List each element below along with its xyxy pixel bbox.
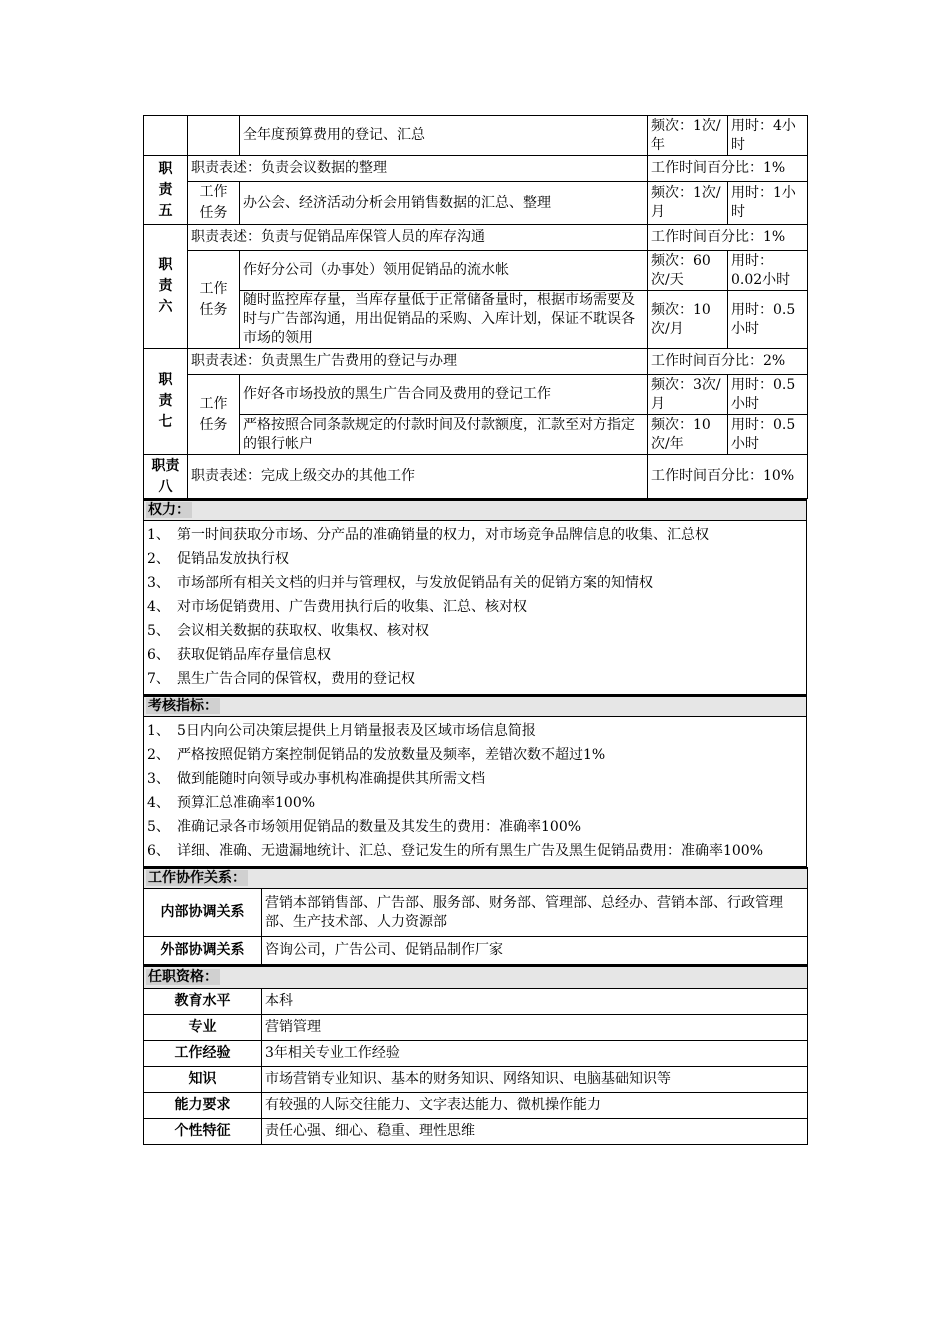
list-item-text: 详细、准确、无遗漏地统计、汇总、登记发生的所有黑生广告及黑生促销品费用：准确率100% [177,843,764,859]
list-item [147,523,803,547]
list-item-number: 6、 [147,647,170,663]
qualification-label: 个性特征 [144,1118,262,1144]
list-item-text: 黑生广告合同的保管权，费用的登记权 [177,671,415,687]
task-text: 严格按照合同条款规定的付款时间及付款额度，汇款至对方指定的银行帐户 [240,415,648,455]
list-item-text: 获取促销品库存量信息权 [177,647,331,663]
qualification-value: 本科 [262,988,808,1014]
qualification-row [144,1092,808,1118]
duty-6-label: 职责六 [144,225,188,349]
list-item-text: 第一时间获取分市场、分产品的准确销量的权力，对市场竞争品牌信息的收集、汇总权 [177,527,709,543]
list-item [147,815,803,839]
duty-5-label: 职责五 [144,156,188,225]
list-item-text: 会议相关数据的获取权、收集权、核对权 [177,623,429,639]
qualifications-section [143,965,808,1145]
list-item [147,547,803,571]
task-label: 工作任务 [188,375,240,455]
duty-5-task-row [144,182,808,225]
duty-5-statement-row [144,156,808,182]
list-item-number: 3、 [147,771,170,787]
task-text: 作好分公司（办事处）领用促销品的流水帐 [240,251,648,291]
task-frequency: 频次：60次/天 [648,251,728,291]
qualification-label: 能力要求 [144,1092,262,1118]
duty-5-statement: 职责表述：负责会议数据的整理 [188,156,648,182]
qualification-label: 工作经验 [144,1040,262,1066]
qualifications-title: 任职资格： [144,966,808,988]
duty-8-percent: 工作时间百分比：10% [648,455,808,499]
external-coordination-value: 咨询公司，广告公司、促销品制作厂家 [262,937,808,965]
list-item [147,571,803,595]
list-item-number: 7、 [147,671,170,687]
task-time: 用时：0.5小时 [728,291,808,349]
duty-7-statement-row [144,349,808,375]
powers-list [144,521,807,695]
list-item [147,595,803,619]
list-item-text: 做到能随时向领导或办事机构准确提供其所需文档 [177,771,485,787]
duty-7-percent: 工作时间百分比：2% [648,349,808,375]
duty-row-top [144,116,808,156]
list-item [147,767,803,791]
list-item-number: 6、 [147,843,170,859]
external-coordination-label: 外部协调关系 [144,937,262,965]
task-frequency: 频次：1次/月 [648,182,728,225]
qualification-value: 有较强的人际交往能力、文字表达能力、微机操作能力 [262,1092,808,1118]
qualification-row [144,1040,808,1066]
duty-5-percent: 工作时间百分比：1% [648,156,808,182]
list-item [147,719,803,743]
list-item-text: 市场部所有相关文档的归并与管理权，与发放促销品有关的促销方案的知情权 [177,575,653,591]
task-frequency: 频次：10次/月 [648,291,728,349]
task-time: 用时：1小时 [728,182,808,225]
task-time: 用时：0.5小时 [728,415,808,455]
task-frequency: 频次：3次/月 [648,375,728,415]
internal-coordination-row [144,889,808,937]
list-item-number: 5、 [147,623,170,639]
list-item [147,791,803,815]
qualification-row [144,988,808,1014]
internal-coordination-label: 内部协调关系 [144,889,262,937]
list-item [147,667,803,691]
list-item-number: 2、 [147,551,170,567]
qualification-value: 营销管理 [262,1014,808,1040]
kpi-list [144,717,807,867]
list-item-number: 4、 [147,795,170,811]
job-description-page [143,115,807,1145]
qualification-row [144,1066,808,1092]
list-item [147,619,803,643]
qualification-label: 专业 [144,1014,262,1040]
qualification-value: 3年相关专业工作经验 [262,1040,808,1066]
duty-7-task-row-1 [144,375,808,415]
powers-title: 权力： [144,500,807,521]
task-text: 随时监控库存量，当库存量低于正常储备量时，根据市场需要及时与广告部沟通，用出促销品的采购、入库计划，保证不耽误各市场的领用 [240,291,648,349]
external-coordination-row [144,937,808,965]
list-item-text: 预算汇总准确率100% [177,795,316,811]
list-item-number: 1、 [147,723,170,739]
cooperation-title: 工作协作关系： [144,868,808,889]
task-text: 全年度预算费用的登记、汇总 [240,116,648,156]
internal-coordination-value: 营销本部销售部、广告部、服务部、财务部、管理部、总经办、营销本部、行政管理部、生产技术部、人力资源部 [262,889,808,937]
duty-6-task-row-1 [144,251,808,291]
qualification-row [144,1118,808,1144]
list-item-number: 5、 [147,819,170,835]
empty-cell [144,116,188,156]
duty-8-statement: 职责表述：完成上级交办的其他工作 [188,455,648,499]
task-time: 用时：0.02小时 [728,251,808,291]
duty-6-task-row-2 [144,291,808,349]
list-item [147,643,803,667]
kpi-title: 考核指标： [144,696,807,717]
list-item-number: 4、 [147,599,170,615]
qualification-row [144,1014,808,1040]
task-text: 作好各市场投放的黑生广告合同及费用的登记工作 [240,375,648,415]
duty-8-row [144,455,808,499]
list-item [147,743,803,767]
empty-cell [188,116,240,156]
task-time: 用时：0.5小时 [728,375,808,415]
task-label: 工作任务 [188,251,240,349]
cooperation-section [143,867,808,965]
task-label: 工作任务 [188,182,240,225]
duties-table [143,115,808,499]
list-item-text: 促销品发放执行权 [177,551,289,567]
task-text: 办公会、经济活动分析会用销售数据的汇总、整理 [240,182,648,225]
list-item-number: 1、 [147,527,170,543]
kpi-section [143,695,807,867]
task-time: 用时：4小时 [728,116,808,156]
duty-7-task-row-2 [144,415,808,455]
duty-6-percent: 工作时间百分比：1% [648,225,808,251]
duty-7-label: 职责七 [144,349,188,455]
list-item-text: 准确记录各市场领用促销品的数量及其发生的费用：准确率100% [177,819,582,835]
duty-6-statement-row [144,225,808,251]
duty-7-statement: 职责表述：负责黑生广告费用的登记与办理 [188,349,648,375]
task-frequency: 频次：1次/年 [648,116,728,156]
qualification-value: 责任心强、细心、稳重、理性思维 [262,1118,808,1144]
qualification-value: 市场营销专业知识、基本的财务知识、网络知识、电脑基础知识等 [262,1066,808,1092]
list-item-text: 严格按照促销方案控制促销品的发放数量及频率，差错次数不超过1% [177,747,606,763]
qualification-label: 知识 [144,1066,262,1092]
list-item-text: 5日内向公司决策层提供上月销量报表及区域市场信息简报 [177,723,536,739]
list-item [147,839,803,863]
powers-section [143,499,807,695]
task-frequency: 频次：10次/年 [648,415,728,455]
list-item-number: 2、 [147,747,170,763]
qualification-label: 教育水平 [144,988,262,1014]
list-item-text: 对市场促销费用、广告费用执行后的收集、汇总、核对权 [177,599,527,615]
duty-8-label: 职责八 [144,455,188,499]
duty-6-statement: 职责表述：负责与促销品库保管人员的库存沟通 [188,225,648,251]
list-item-number: 3、 [147,575,170,591]
